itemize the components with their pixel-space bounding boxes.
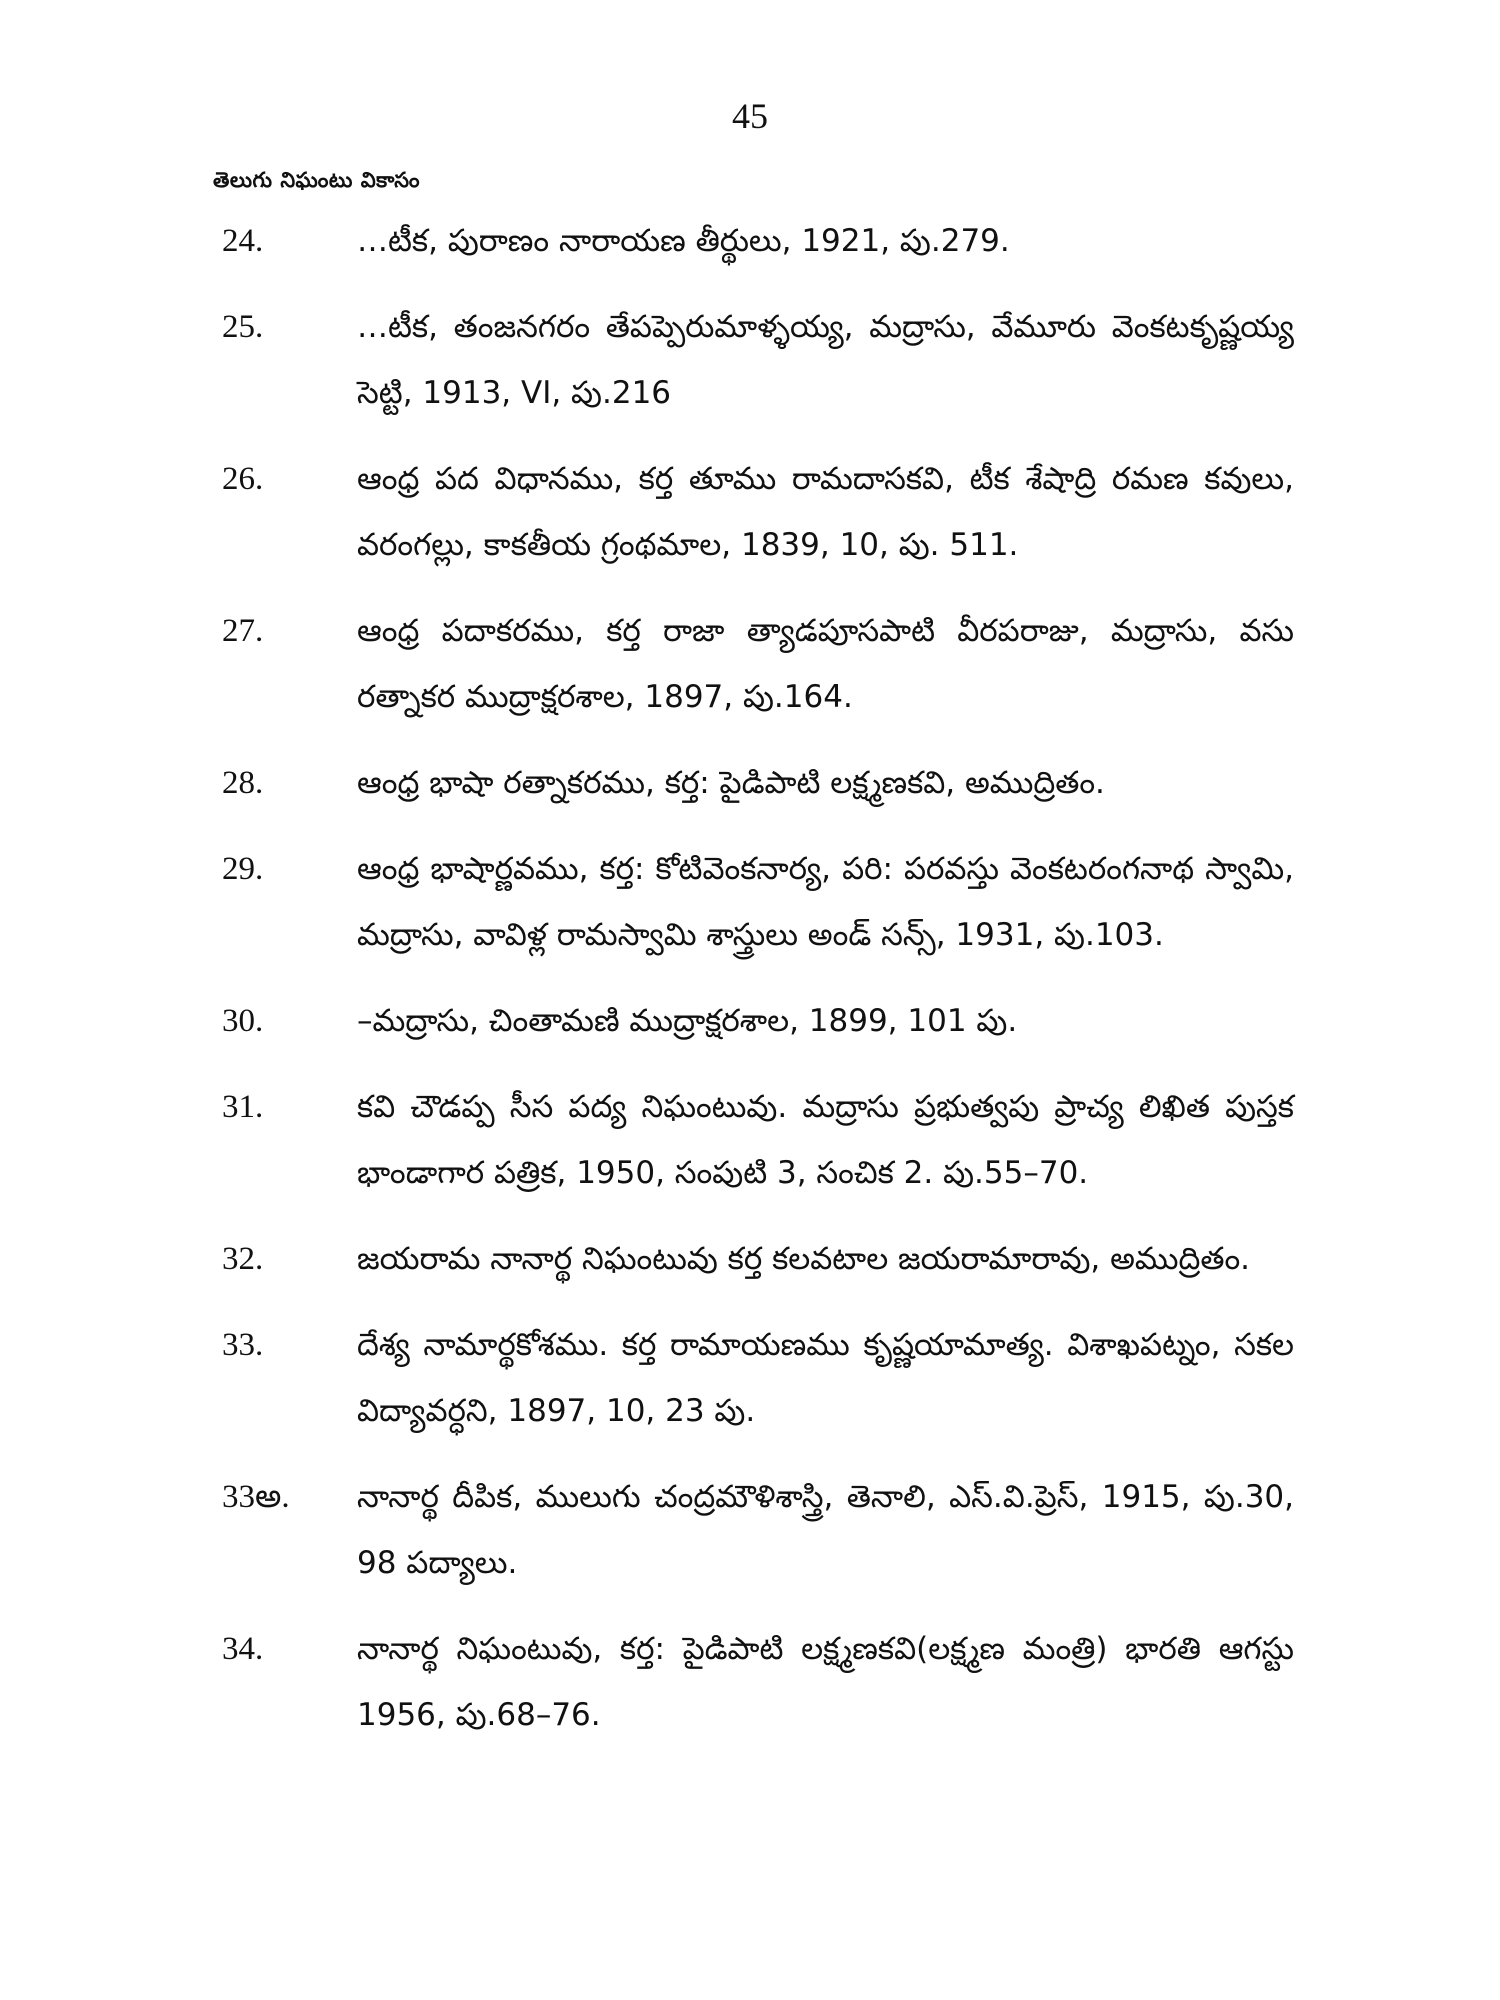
entry-text: జయరామ నానార్థ నిఘంటువు కర్త కలవటాల జయరామారావు, అముద్రితం. bbox=[357, 1241, 1251, 1277]
entry-number: 34. bbox=[222, 1631, 264, 1667]
bibliography-entry bbox=[222, 208, 1294, 274]
entry-text: దేశ్య నామార్థకోశము. కర్త రామాయణము కృష్ణయామాత్య. విశాఖపట్నం, సకల విద్యావర్ధని, 1897, 10, 23 పు. bbox=[357, 1327, 1294, 1429]
entry-number: 27. bbox=[222, 613, 264, 649]
bibliography-entry bbox=[222, 1464, 1294, 1596]
entry-number: 25. bbox=[222, 309, 264, 345]
entry-number: 26. bbox=[222, 461, 264, 497]
bibliography-entry bbox=[222, 294, 1294, 426]
entry-number: 24. bbox=[222, 223, 264, 259]
entry-number: 28. bbox=[222, 765, 264, 801]
entry-number: 30. bbox=[222, 1003, 264, 1039]
entry-text: –మద్రాసు, చింతామణి ముద్రాక్షరశాల, 1899, 101 పు. bbox=[357, 1003, 1018, 1039]
bibliography-entry bbox=[222, 836, 1294, 968]
entry-number: 33అ. bbox=[222, 1479, 290, 1515]
entry-text: ఆంధ్ర పద విధానము, కర్త తూము రామదాసకవి, టీక శేషాద్రి రమణ కవులు, వరంగల్లు, కాకతీయ గ్రంథమాల, 1839, 10, పు. 511. bbox=[357, 461, 1294, 563]
entry-text: ఆంధ్ర పదాకరము, కర్త రాజా త్యాడపూసపాటి వీరపరాజు, మద్రాసు, వసు రత్నాకర ముద్రాక్షరశాల, 1897, పు.164. bbox=[357, 613, 1294, 715]
entry-number: 33. bbox=[222, 1327, 264, 1363]
bibliography-entry bbox=[222, 1616, 1294, 1748]
bibliography-list bbox=[222, 208, 1294, 1768]
entry-number: 31. bbox=[222, 1089, 264, 1125]
entry-text: ఆంధ్ర భాషా రత్నాకరము, కర్త: పైడిపాటి లక్ష్మణకవి, అముద్రితం. bbox=[357, 765, 1105, 801]
entry-text: నానార్థ దీపిక, ములుగు చంద్రమౌళిశాస్త్రి, తెనాలి, ఎస్.వి.ప్రెస్, 1915, పు.30, 98 పద్యాలు. bbox=[357, 1479, 1294, 1581]
entry-number: 32. bbox=[222, 1241, 264, 1277]
bibliography-entry bbox=[222, 598, 1294, 730]
running-header: తెలుగు నిఘంటు వికాసం bbox=[213, 168, 421, 192]
bibliography-entry bbox=[222, 446, 1294, 578]
entry-number: 29. bbox=[222, 851, 264, 887]
entry-text: కవి చౌడప్ప సీస పద్య నిఘంటువు. మద్రాసు ప్రభుత్వపు ప్రాచ్య లిఖిత పుస్తక భాండాగార పత్రిక, 1950, సంపుటి 3, సంచిక 2. పు.55–70. bbox=[357, 1089, 1294, 1191]
bibliography-entry bbox=[222, 1226, 1294, 1292]
bibliography-entry bbox=[222, 750, 1294, 816]
entry-text: …టీక, పురాణం నారాయణ తీర్థులు, 1921, పు.279. bbox=[357, 223, 1010, 259]
entry-text: నానార్థ నిఘంటువు, కర్త: పైడిపాటి లక్ష్మణకవి(లక్ష్మణ మంత్రి) భారతి ఆగస్టు 1956, పు.68–76. bbox=[357, 1631, 1294, 1733]
page-number: 45 bbox=[732, 96, 768, 136]
bibliography-entry bbox=[222, 988, 1294, 1054]
entry-text: ఆంధ్ర భాషార్ణవము, కర్త: కోటివెంకనార్య, పరి: పరవస్తు వెంకటరంగనాథ స్వామి, మద్రాసు, వావిళ్ల రామస్వామి శాస్త్రులు అండ్ సన్స్, 1931, పు.103. bbox=[357, 851, 1294, 953]
entry-text: …టీక, తంజనగరం తేపప్పెరుమాళ్ళయ్య, మద్రాసు, వేమూరు వెంకటకృష్ణయ్య సెట్టి, 1913, VI, పు.216 bbox=[357, 309, 1294, 411]
bibliography-entry bbox=[222, 1312, 1294, 1444]
bibliography-entry bbox=[222, 1074, 1294, 1206]
